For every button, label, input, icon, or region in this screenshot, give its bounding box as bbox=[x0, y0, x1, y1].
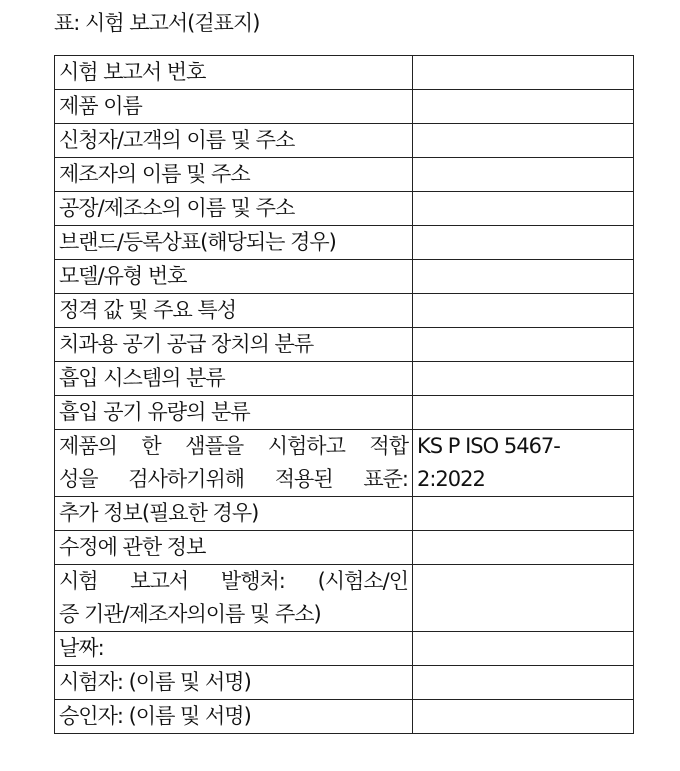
row-label-cell bbox=[55, 531, 413, 565]
table-row bbox=[55, 396, 634, 430]
row-label-cell bbox=[55, 294, 413, 328]
row-label-cell bbox=[55, 158, 413, 192]
row-value-cell[interactable] bbox=[413, 56, 634, 90]
row-label-cell bbox=[55, 565, 413, 632]
row-label-cell bbox=[55, 396, 413, 430]
label-text-line-1: 시험 보고서 발행처: (시험소/인 bbox=[59, 569, 408, 593]
label-text: 제품 이름 bbox=[59, 94, 142, 118]
row-label-cell bbox=[55, 56, 413, 90]
table-row bbox=[55, 666, 634, 700]
row-value-cell[interactable] bbox=[413, 328, 634, 362]
table-row bbox=[55, 158, 634, 192]
table-row bbox=[55, 531, 634, 565]
row-label-cell bbox=[55, 260, 413, 294]
row-label-cell bbox=[55, 328, 413, 362]
table-row bbox=[55, 700, 634, 734]
label-text: 모델/유형 번호 bbox=[59, 264, 187, 288]
table-row bbox=[55, 192, 634, 226]
label-text: 공장/제조소의 이름 및 주소 bbox=[59, 196, 295, 220]
table-row bbox=[55, 226, 634, 260]
label-text-line-2: 증 기관/제조자의이름 및 주소) bbox=[59, 602, 321, 626]
row-value-cell[interactable] bbox=[413, 396, 634, 430]
table-row bbox=[55, 260, 634, 294]
table-row bbox=[55, 632, 634, 666]
row-value-cell[interactable] bbox=[413, 158, 634, 192]
table-row bbox=[55, 294, 634, 328]
label-text-line-2: 성을 검사하기위해 적용된 표준: bbox=[59, 467, 408, 491]
label-text: 수정에 관한 정보 bbox=[59, 535, 206, 559]
label-text: 치과용 공기 공급 장치의 분류 bbox=[59, 332, 314, 356]
table-row bbox=[55, 497, 634, 531]
table-row bbox=[55, 90, 634, 124]
row-value-cell[interactable] bbox=[413, 700, 634, 734]
table-row bbox=[55, 124, 634, 158]
standard-value-line-1: KS P ISO 5467- bbox=[417, 434, 560, 458]
table-row bbox=[55, 430, 634, 497]
row-value-cell[interactable] bbox=[413, 531, 634, 565]
row-label-cell bbox=[55, 192, 413, 226]
row-label-cell bbox=[55, 90, 413, 124]
row-value-cell[interactable] bbox=[413, 124, 634, 158]
row-value-cell[interactable] bbox=[413, 497, 634, 531]
label-text-line-1: 제품의 한 샘플을 시험하고 적합 bbox=[59, 434, 408, 458]
row-value-cell[interactable] bbox=[413, 90, 634, 124]
label-text: 정격 값 및 주요 특성 bbox=[59, 298, 236, 322]
row-label-cell bbox=[55, 666, 413, 700]
row-value-cell[interactable] bbox=[413, 192, 634, 226]
row-label-cell bbox=[55, 497, 413, 531]
row-value-cell[interactable] bbox=[413, 632, 634, 666]
row-value-cell[interactable] bbox=[413, 294, 634, 328]
table-row bbox=[55, 328, 634, 362]
row-value-cell[interactable] bbox=[413, 362, 634, 396]
label-text: 시험자: (이름 및 서명) bbox=[59, 670, 251, 694]
label-text: 흡입 시스템의 분류 bbox=[59, 366, 225, 390]
row-label-cell bbox=[55, 632, 413, 666]
label-text: 날짜: bbox=[59, 636, 104, 660]
row-label-cell bbox=[55, 124, 413, 158]
applied-standard-cell bbox=[413, 430, 634, 497]
standard-value-line-2: 2:2022 bbox=[417, 467, 485, 491]
document-title: 표: 시험 보고서(겉표지) bbox=[54, 11, 260, 35]
test-report-cover-table bbox=[54, 55, 634, 734]
row-label-cell bbox=[55, 362, 413, 396]
row-value-cell[interactable] bbox=[413, 260, 634, 294]
label-text: 시험 보고서 번호 bbox=[59, 60, 206, 84]
row-value-cell[interactable] bbox=[413, 226, 634, 260]
label-text: 브랜드/등록상표(해당되는 경우) bbox=[59, 230, 336, 254]
label-text: 추가 정보(필요한 경우) bbox=[59, 501, 259, 525]
table-row bbox=[55, 565, 634, 632]
row-value-cell[interactable] bbox=[413, 666, 634, 700]
row-label-cell bbox=[55, 700, 413, 734]
label-text: 제조자의 이름 및 주소 bbox=[59, 162, 250, 186]
row-label-cell bbox=[55, 226, 413, 260]
label-text: 신청자/고객의 이름 및 주소 bbox=[59, 128, 295, 152]
label-text: 승인자: (이름 및 서명) bbox=[59, 704, 251, 728]
row-value-cell[interactable] bbox=[413, 565, 634, 632]
label-text: 흡입 공기 유량의 분류 bbox=[59, 400, 250, 424]
table-row bbox=[55, 56, 634, 90]
row-label-cell bbox=[55, 430, 413, 497]
table-row bbox=[55, 362, 634, 396]
